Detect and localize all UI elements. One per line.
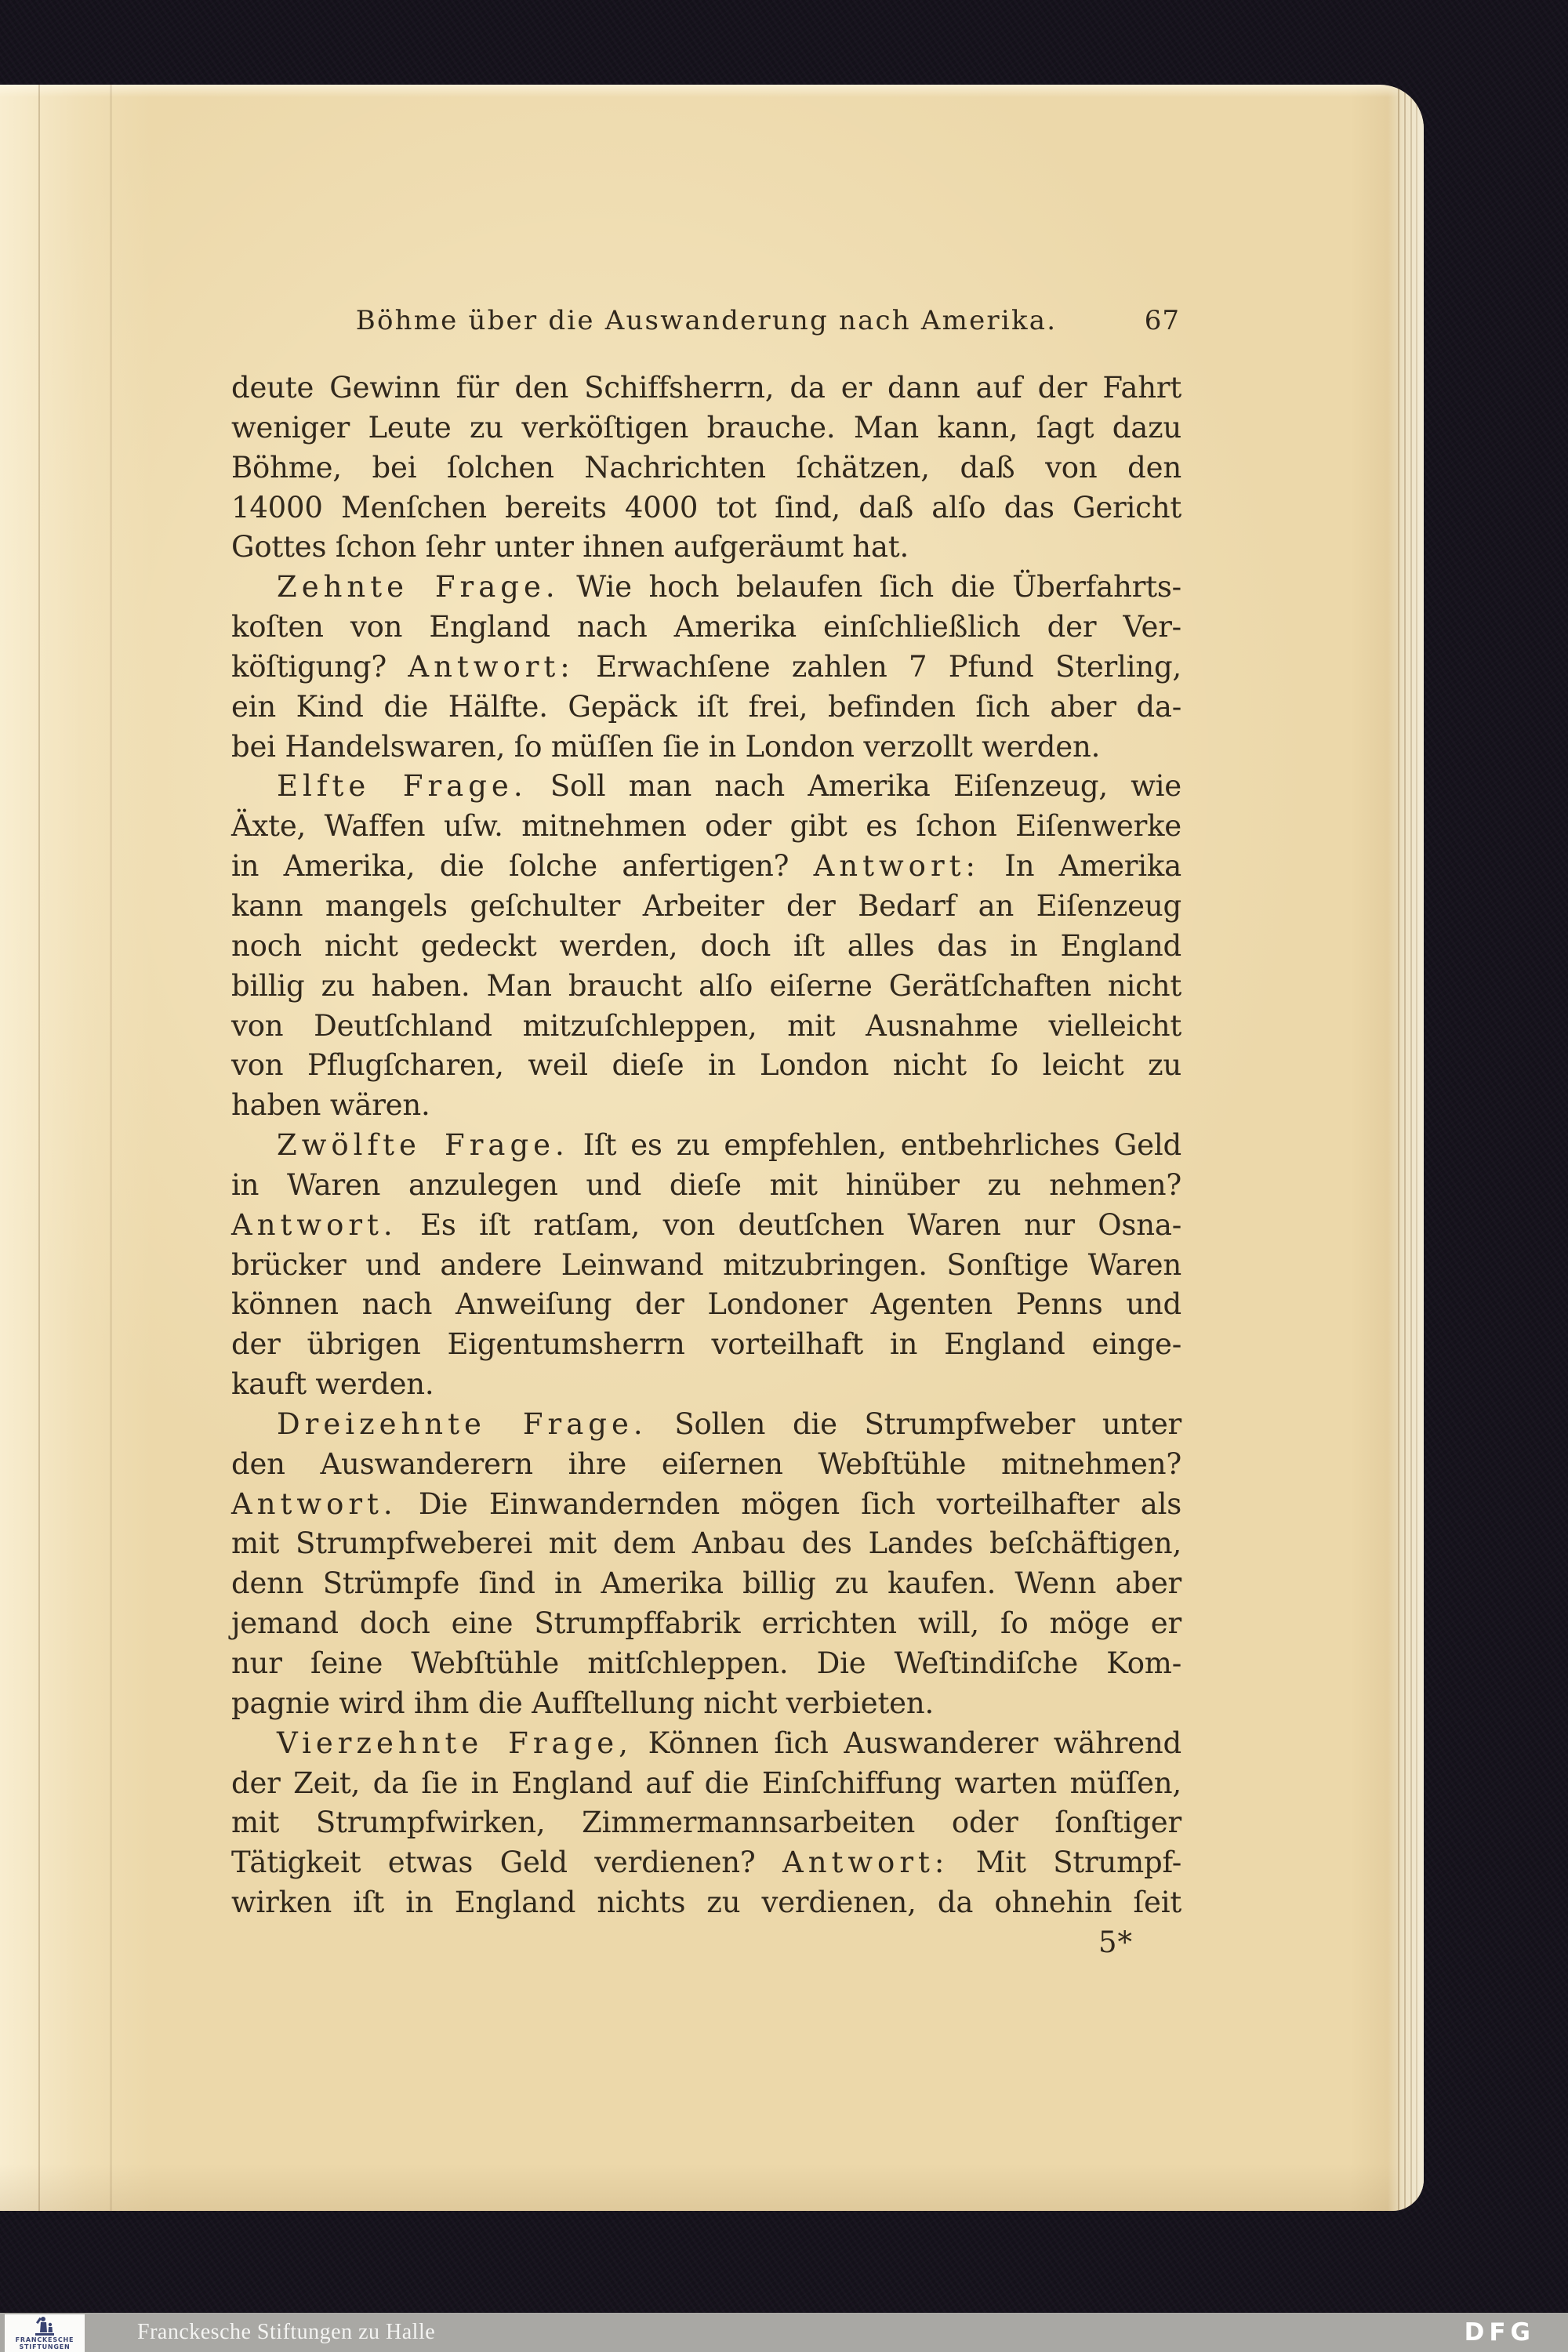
body-text-segment: brücker und andere Leinwand mitzubringen. Sonſtige Waren xyxy=(231,1247,1181,1282)
text-line xyxy=(231,448,1181,488)
text-line xyxy=(231,648,1181,688)
text-line xyxy=(231,1166,1181,1206)
body-text-segment: Es iſt ratſam, von deutſchen Waren nur Osna- xyxy=(397,1207,1181,1242)
body-text-segment: Iſt es zu empfehlen, entbehrliches Geld xyxy=(568,1128,1181,1163)
emphasized-text: Elfte Frage. xyxy=(277,769,528,804)
franckesche-logo-box xyxy=(5,2314,85,2352)
text-line xyxy=(231,368,1181,408)
text-line xyxy=(231,1285,1181,1325)
text-line xyxy=(231,1764,1181,1804)
text-line xyxy=(231,1564,1181,1604)
page-number: 67 xyxy=(1144,305,1180,336)
dfg-logo: DFG xyxy=(1464,2318,1535,2347)
body-text-segment: Soll man nach Amerika Eiſenzeug, wie xyxy=(527,769,1181,804)
text-line xyxy=(231,927,1181,967)
body-text-segment: koſten von England nach Amerika einſchließlich der Ver- xyxy=(231,610,1181,644)
text-line xyxy=(231,408,1181,448)
emphasized-text: Zwölfte Frage. xyxy=(277,1128,569,1163)
text-line xyxy=(231,1246,1181,1286)
body-text-segment: Wie hoch belaufen ſich die Überfahrts- xyxy=(559,570,1181,604)
text-line xyxy=(231,1206,1181,1246)
text-line xyxy=(231,568,1181,608)
page-edge-line xyxy=(1410,85,1412,2211)
text-line xyxy=(231,1883,1181,1923)
body-text-segment: In Amerika xyxy=(979,849,1181,884)
text-line xyxy=(231,1803,1181,1843)
emphasized-text: Vierzehnte Frage, xyxy=(277,1726,633,1760)
emphasized-text: Zehnte Frage. xyxy=(277,570,560,604)
gutter-fold-shadow xyxy=(110,85,112,2211)
signature-mark: 5* xyxy=(1098,1925,1133,1959)
text-line xyxy=(231,1046,1181,1086)
body-text-segment: pagnie wird ihm die Aufſtellung nicht verbieten. xyxy=(231,1686,935,1720)
emphasized-text: Antwort: xyxy=(782,1846,949,1880)
text-line xyxy=(231,728,1181,768)
body-text-segment: Tätigkeit etwas Geld verdienen? xyxy=(231,1846,782,1880)
body-text-segment: in Amerika, die ſolche anfertigen? xyxy=(231,849,814,884)
text-line xyxy=(231,488,1181,528)
text-line xyxy=(231,1485,1181,1525)
page-header xyxy=(231,305,1181,338)
body-text-segment: der übrigen Eigentumsherrn vorteilhaft in England einge- xyxy=(231,1327,1181,1362)
body-text-segment: jemand doch eine Strumpffabrik errichten will, ſo möge er xyxy=(231,1606,1181,1641)
running-title: Böhme über die Auswanderung nach Amerika. xyxy=(355,305,1058,336)
emphasized-text: Dreizehnte Frage. xyxy=(277,1406,648,1441)
body-text-segment: weniger Leute zu verköſtigen brauche. Man kann, ſagt dazu xyxy=(231,410,1181,445)
text-line xyxy=(231,1604,1181,1644)
body-text-segment: der Zeit, da ſie in England auf die Einſchiffung warten müſſen, xyxy=(231,1766,1181,1800)
body-text-segment: Erwachſene zahlen 7 Pfund Sterling, xyxy=(574,649,1181,684)
page-body-text xyxy=(231,368,1181,1963)
body-text-segment: noch nicht gedeckt werden, doch iſt alles das in England xyxy=(231,928,1181,963)
page-edge-line xyxy=(1404,85,1406,2211)
text-line xyxy=(231,767,1181,807)
footer-bar xyxy=(0,2313,1568,2352)
text-line xyxy=(231,608,1181,648)
body-text-segment: Böhme, bei ſolchen Nachrichten ſchätzen, daß von den xyxy=(231,450,1181,485)
text-line xyxy=(231,1724,1181,1764)
body-text-segment: Äxte, Waffen uſw. mitnehmen oder gibt es ſchon Eiſenwerke xyxy=(231,809,1181,844)
body-text-segment: in Waren anzulegen und dieſe mit hinüber zu nehmen? xyxy=(231,1167,1181,1202)
text-line xyxy=(231,1445,1181,1485)
body-text-segment: den Auswanderern ihre eiſernen Webſtühle mitnehmen? xyxy=(231,1446,1181,1481)
text-line xyxy=(231,1843,1181,1883)
body-text-segment: kauft werden. xyxy=(231,1367,434,1402)
text-line xyxy=(231,807,1181,847)
emphasized-text: Antwort. xyxy=(231,1486,397,1521)
emphasized-text: Antwort: xyxy=(813,849,980,884)
emphasized-text: Antwort: xyxy=(408,649,575,684)
body-text-segment: mit Strumpfwirken, Zimmermannsarbeiten oder ſonſtiger xyxy=(231,1806,1181,1840)
text-line xyxy=(231,528,1181,568)
text-line xyxy=(231,967,1181,1007)
body-text-segment: köſtigung? xyxy=(231,649,408,684)
body-text-segment: von Pflugſcharen, weil dieſe in London nicht ſo leicht zu xyxy=(231,1048,1181,1083)
emphasized-text: Antwort. xyxy=(231,1207,397,1242)
gutter-crease xyxy=(38,85,40,2211)
fore-edge xyxy=(1388,85,1424,2211)
body-text-segment: denn Strümpfe ſind in Amerika billig zu kaufen. Wenn aber xyxy=(231,1566,1181,1601)
text-line xyxy=(231,1644,1181,1684)
text-line xyxy=(231,1126,1181,1166)
text-line xyxy=(231,1684,1181,1724)
body-text-segment: Können ſich Auswanderer während xyxy=(632,1726,1182,1760)
body-text-segment: kann mangels geſchulter Arbeiter der Bedarf an Eiſenzeug xyxy=(231,888,1181,923)
body-text-segment: von Deutſchland mitzuſchleppen, mit Ausnahme vielleicht xyxy=(231,1008,1181,1043)
body-text-segment: nur ſeine Webſtühle mitſchleppen. Die Weſtindiſche Kom- xyxy=(231,1646,1181,1680)
page-edge-line xyxy=(1398,85,1399,2211)
body-text-segment: deute Gewinn für den Schiffsherrn, da er dann auf der Fahrt xyxy=(231,371,1181,405)
logo-caption-line1: FRANCKESCHE xyxy=(15,2336,74,2343)
body-text-segment: haben wären. xyxy=(231,1088,430,1123)
book-page xyxy=(0,85,1424,2211)
body-text-segment: wirken iſt in England nichts zu verdienen, da ohnehin ſeit xyxy=(231,1886,1181,1920)
text-line xyxy=(231,887,1181,927)
page-edge-line xyxy=(1416,85,1417,2211)
body-text-segment: billig zu haben. Man braucht alſo eiſerne Gerätſchaften nicht xyxy=(231,968,1181,1003)
text-line xyxy=(231,1365,1181,1405)
institution-label: Franckesche Stiftungen zu Halle xyxy=(137,2320,436,2344)
text-line xyxy=(231,1524,1181,1564)
text-line xyxy=(231,1405,1181,1445)
body-text-segment: Die Einwandernden mögen ſich vorteilhafter als xyxy=(397,1486,1181,1521)
body-text-segment: Sollen die Strumpfweber unter xyxy=(647,1406,1182,1441)
text-line xyxy=(231,1325,1181,1365)
body-text-segment: Gottes ſchon ſehr unter ihnen aufgeräumt hat. xyxy=(231,530,909,564)
body-text-segment: 14000 Menſchen bereits 4000 tot ſind, daß alſo das Gericht xyxy=(231,490,1181,524)
text-line xyxy=(231,847,1181,887)
text-line xyxy=(231,1086,1181,1126)
logo-caption-line2: STIFTUNGEN xyxy=(19,2343,71,2350)
body-text-segment: bei Handelswaren, ſo müſſen ſie in London verzollt werden. xyxy=(231,729,1101,764)
text-line xyxy=(231,1007,1181,1047)
body-text-segment: können nach Anweiſung der Londoner Agenten Penns und xyxy=(231,1287,1181,1322)
text-line xyxy=(231,688,1181,728)
body-text-segment: Mit Strumpf- xyxy=(949,1846,1181,1880)
body-text-segment: ein Kind die Hälfte. Gepäck iſt frei, befinden ſich aber da- xyxy=(231,689,1181,724)
body-text-segment: mit Strumpfweberei mit dem Anbau des Landes beſchäftigen, xyxy=(231,1526,1181,1561)
